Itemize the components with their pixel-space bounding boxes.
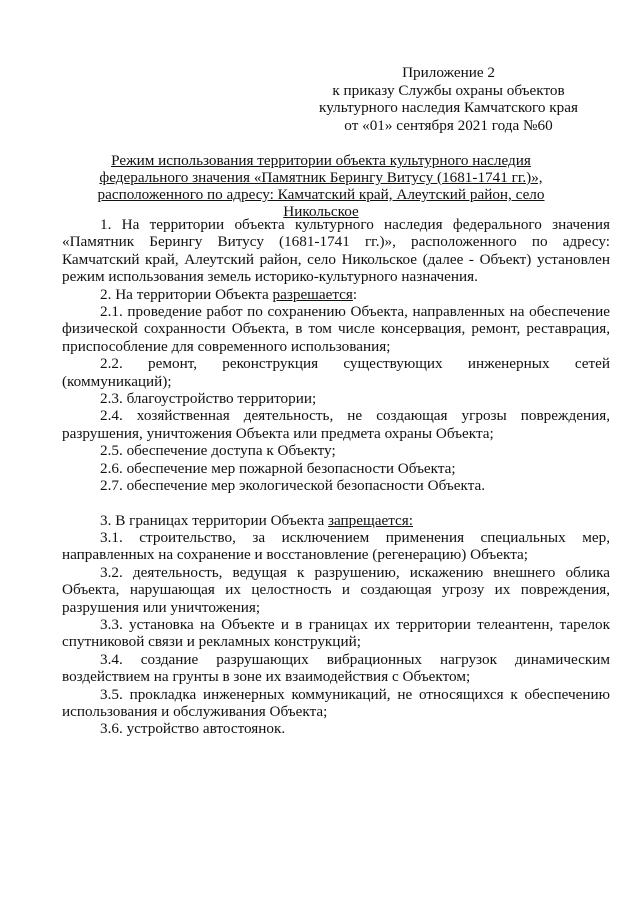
list-item: 3.4. создание разрушающих вибрационных нагрузок динамическим воздействием на грунты в зоне их взаимодействия с Объектом; — [62, 650, 610, 686]
list-item: 2.3. благоустройство территории; — [100, 390, 317, 408]
appendix-line: от «01» сентября 2021 года №60 — [344, 116, 553, 134]
list-item: 2.5. обеспечение доступа к Объекту; — [100, 442, 336, 460]
list-item: 2.6. обеспечение мер пожарной безопасности Объекта; — [100, 459, 456, 477]
list-item: 3.5. прокладка инженерных коммуникаций, не относящихся к обеспечению использования и обслуживания Объекта; — [62, 685, 610, 720]
appendix-line: культурного наследия Камчатского края — [319, 99, 578, 116]
appendix-line: к приказу Службы охраны объектов — [332, 81, 565, 99]
section-heading — [62, 286, 610, 303]
document-body — [62, 216, 610, 738]
list-item: 3.6. устройство автостоянок. — [100, 720, 286, 738]
appendix-line: Приложение 2 — [402, 64, 495, 81]
appendix-header — [319, 64, 578, 134]
list-item: 2.2. ремонт, реконструкция существующих инженерных сетей (коммуникаций); — [62, 355, 610, 390]
section-heading — [62, 512, 610, 529]
heading-keyword: разрешается — [272, 285, 353, 303]
heading-keyword: запрещается: — [328, 511, 413, 529]
paragraph: 1. На территории объекта культурного наследия федерального значения «Памятник Берингу Витусу (1681-1741 гг.)», расположенного по адресу: Камчатский край, Алеутский район, село Никольское (далее - Объект) установлен режим использования земель историко-культурного назначения. — [62, 216, 610, 286]
list-item: 2.1. проведение работ по сохранению Объекта, направленных на обеспечение физической сохранности Объекта, в том числе консервация, ремонт, реставрация, приспособление для современного использования; — [62, 303, 610, 355]
list-item: 2.7. обеспечение мер экологической безопасности Объекта. — [100, 477, 486, 495]
list-item: 2.4. хозяйственная деятельность, не создающая угрозы повреждения, разрушения, уничтожения Объекта или предмета охраны Объекта; — [62, 407, 610, 442]
document-title: Режим использования территории объекта культурного наследия федерального значения «Памятник Берингу Витусу (1681-1741 гг.)», расположенного по адресу: Камчатский край, Алеутский район, село Никольское — [97, 152, 545, 220]
list-item: 3.2. деятельность, ведущая к разрушению, искажению внешнего облика Объекта, нарушающая их целостность и создающая угрозу их повреждения, разрушения или уничтожения; — [62, 563, 610, 616]
heading-suffix: : — [352, 285, 358, 303]
list-item: 3.3. установка на Объекте и в границах их территории телеантенн, тарелок спутниковой связи и рекламных конструкций; — [62, 615, 610, 651]
list-item: 3.1. строительство, за исключением применения специальных мер, направленных на сохранение и восстановление (регенерацию) Объекта; — [62, 528, 610, 564]
paragraph-spacer — [62, 495, 610, 512]
heading-text: 3. В границах территории Объекта — [100, 511, 329, 529]
heading-text: 2. На территории Объекта — [100, 285, 273, 303]
